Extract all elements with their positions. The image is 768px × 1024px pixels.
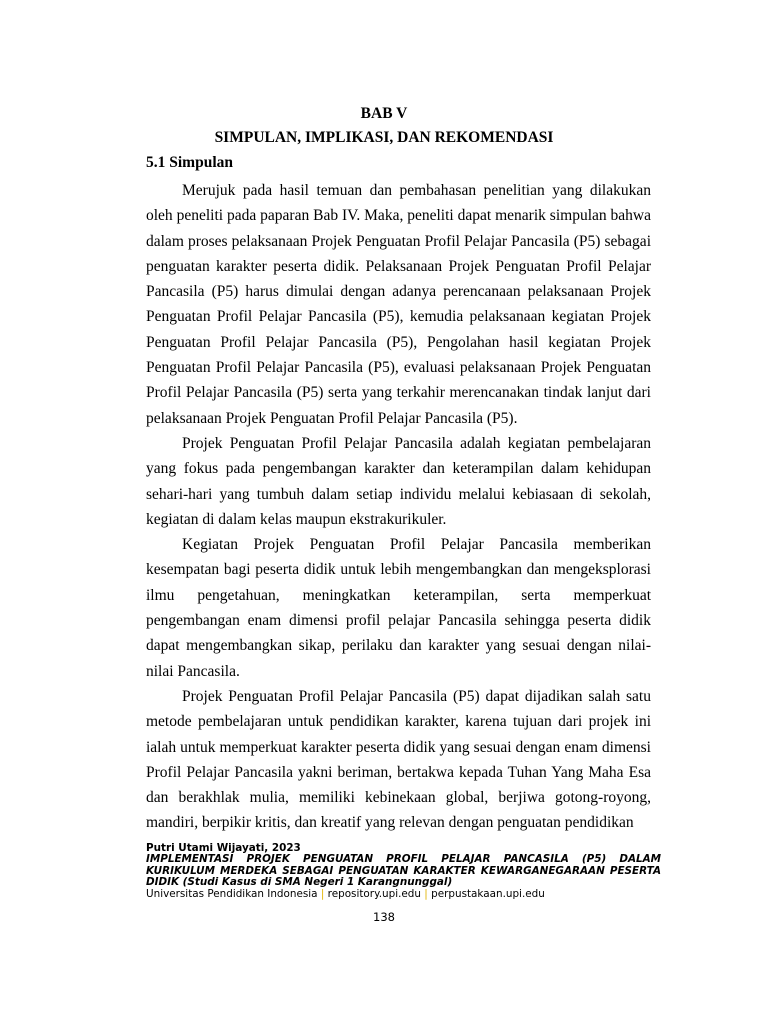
body-text <box>146 178 651 836</box>
footer-repository-link[interactable]: repository.upi.edu <box>327 887 421 900</box>
paragraph-4: Projek Penguatan Profil Pelajar Pancasila (P5) dapat dijadikan salah satu metode pembelajaran untuk pendidikan karakter, karena tujuan dari projek ini ialah untuk memperkuat karakter peserta didik yang sesuai dengan enam dimensi Profil Pelajar Pancasila yakni beriman, bertakwa kepada Tuhan Yang Maha Esa dan berakhlak mulia, memiliki kebinekaan global, berjiwa gotong-royong, mandiri, berpikir kritis, dan kreatif yang relevan dengan penguatan pendidikan <box>146 687 651 832</box>
page-number: 138 <box>373 910 395 924</box>
footer-library-link[interactable]: perpustakaan.upi.edu <box>431 887 545 900</box>
chapter-number: BAB V <box>360 105 408 122</box>
footer-university: Universitas Pendidikan Indonesia <box>146 887 318 900</box>
footer-author: Putri Utami Wijayati, 2023 <box>146 842 301 854</box>
section-heading: 5.1 Simpulan <box>146 154 234 171</box>
footer-thesis-title: IMPLEMENTASI PROJEK PENGUATAN PROFIL PELAJAR PANCASILA (P5) DALAM KURIKULUM MERDEKA SEBAGAI PENGUATAN KARAKTER KEWARGANEGARAAN PESERTA DIDIK (Studi Kasus di SMA Negeri 1 Karangnunggal) <box>146 853 661 889</box>
footer-separator: | <box>424 887 428 900</box>
paragraph-2: Projek Penguatan Profil Pelajar Pancasila adalah kegiatan pembelajaran yang fokus pada pengembangan karakter dan keterampilan dalam kehidupan sehari-hari yang tumbuh dalam setiap individu melalui kebiasaan di sekolah, kegiatan di dalam kelas maupun ekstrakurikuler. <box>146 434 651 528</box>
paragraph-3: Kegiatan Projek Penguatan Profil Pelajar Pancasila memberikan kesempatan bagi peserta didik untuk lebih mengembangkan dan mengeksplorasi ilmu pengetahuan, meningkatkan keterampilan, serta memperkuat pengembangan enam dimensi profil pelajar Pancasila sehingga peserta didik dapat mengembangkan sikap, perilaku dan karakter yang sesuai dengan nilai-nilai Pancasila. <box>146 536 651 680</box>
chapter-title: SIMPULAN, IMPLIKASI, DAN REKOMENDASI <box>214 129 554 146</box>
footer-links <box>146 889 661 900</box>
footer-separator: | <box>320 887 325 900</box>
paragraph-1: Merujuk pada hasil temuan dan pembahasan penelitian yang dilakukan oleh peneliti pada paparan Bab IV. Maka, peneliti dapat menarik simpulan bahwa dalam proses pelaksanaan Projek Penguatan Profil Pelajar Pancasila (P5) sebagai penguatan karakter peserta didik. Pelaksanaan Projek Penguatan Profil Pelajar Pancasila (P5) harus dimulai dengan adanya perencanaan pelaksanaan Projek Penguatan Profil Pelajar Pancasila (P5), kemudia pelaksanaan kegiatan Projek Penguatan Profil Pelajar Pancasila (P5), Pengolahan hasil kegiatan Projek Penguatan Profil Pelajar Pancasila (P5), evaluasi pelaksanaan Projek Penguatan Profil Pelajar Pancasila (P5) serta yang terkahir merencanakan tindak lanjut dari pelaksanaan Projek Penguatan Profil Pelajar Pancasila (P5). <box>146 182 651 427</box>
page-footer <box>146 843 661 900</box>
